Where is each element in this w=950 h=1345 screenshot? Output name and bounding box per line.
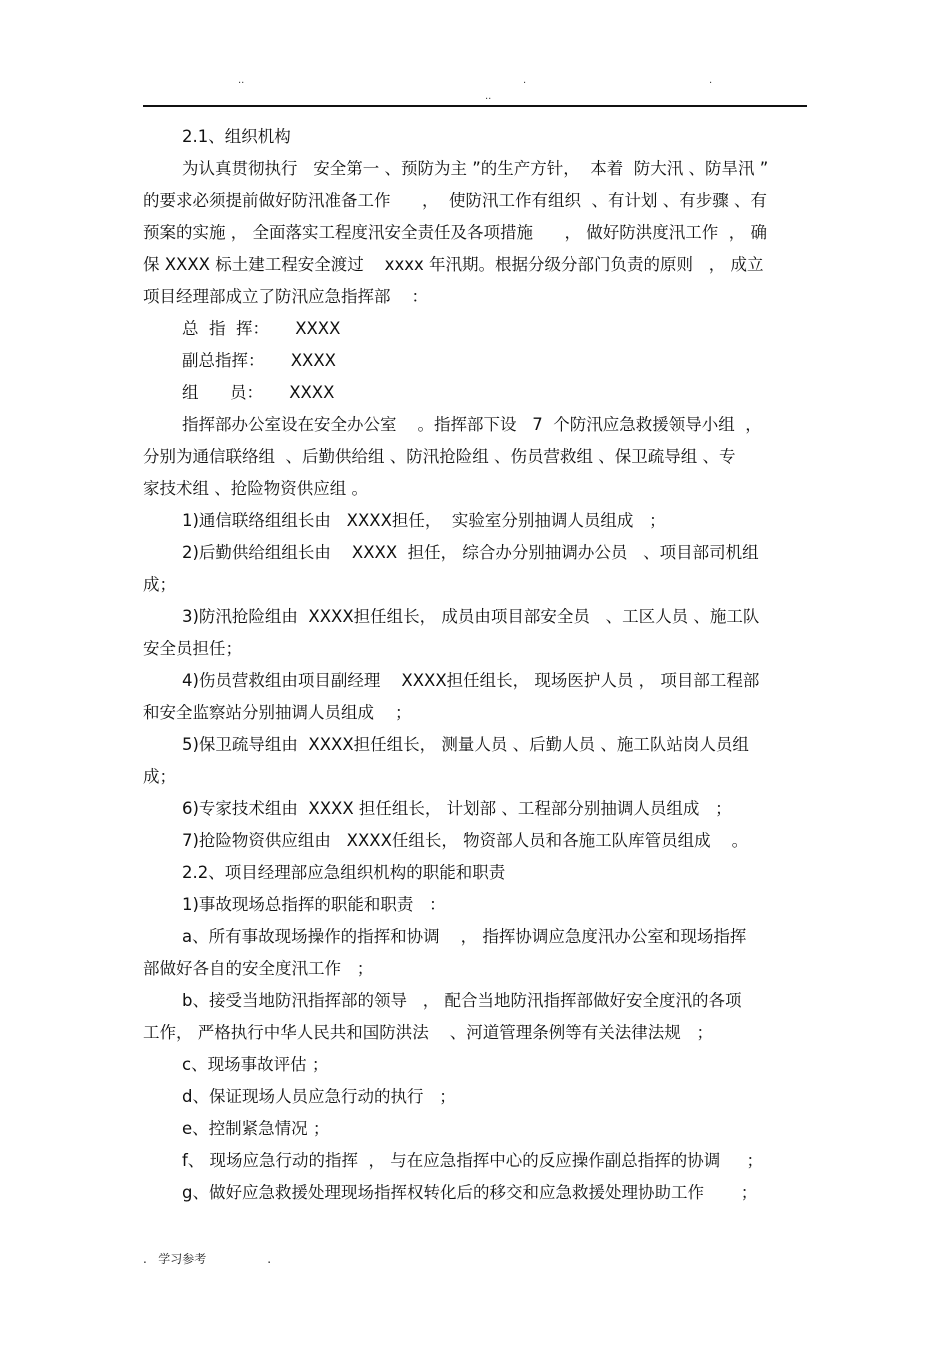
paragraph-line: f、 现场应急行动的指挥 ， 与在应急指挥中心的反应操作副总指挥的协调 ； — [182, 1151, 764, 1170]
paragraph-line: 项目经理部成立了防汛应急指挥部 ： — [143, 287, 428, 306]
paragraph-line: 总 指 挥： XXXX — [182, 319, 341, 338]
paragraph-line: b、接受当地防汛指挥部的领导 ， 配合当地防汛指挥部做好安全度汛的各项 — [182, 991, 742, 1010]
paragraph-line: 2)后勤供给组组长由 XXXX 担任， 综合办分别抽调办公员 、项目部司机组 — [182, 543, 759, 562]
paragraph-line: 1)通信联络组组长由 XXXX担任， 实验室分别抽调人员组成 ； — [182, 511, 666, 530]
paragraph-line: 安全员担任； — [143, 639, 242, 658]
paragraph-line: g、做好应急救援处理现场指挥权转化后的移交和应急救援处理协助工作 ； — [182, 1183, 758, 1202]
paragraph-line: 1)事故现场总指挥的职能和职责 ： — [182, 895, 446, 914]
paragraph-line: 2.1、组织机构 — [182, 127, 291, 146]
paragraph-line: 保 XXXX 标土建工程安全渡过 xxxx 年汛期。根据分级分部门负责的原则 ， 成立 — [143, 255, 764, 274]
header-rule — [143, 105, 807, 107]
paragraph-line: 家技术组 、抢险物资供应组 。 — [143, 479, 368, 498]
header-mark: .. — [485, 91, 492, 102]
paragraph-line: 工作， 严格执行中华人民共和国防洪法 、河道管理条例等有关法律法规 ； — [143, 1023, 713, 1042]
paragraph-line: 部做好各自的安全度汛工作 ； — [143, 959, 374, 978]
paragraph-line: 7)抢险物资供应组由 XXXX任组长， 物资部人员和各施工队库管员组成 。 — [182, 831, 749, 850]
page-footer: . 学习参考 . — [143, 1252, 272, 1266]
paragraph-line: 指挥部办公室设在安全办公室 。指挥部下设 7 个防汛应急救援领导小组 ， — [182, 415, 762, 434]
paragraph-line: 2.2、项目经理部应急组织机构的职能和职责 — [182, 863, 506, 882]
header-mark: .. — [238, 75, 245, 86]
paragraph-line: 4)伤员营救组由项目副经理 XXXX担任组长， 现场医护人员 ， 项目部工程部 — [182, 671, 760, 690]
paragraph-line: 3)防汛抢险组由 XXXX担任组长， 成员由项目部安全员 、工区人员 、施工队 — [182, 607, 760, 626]
paragraph-line: 的要求必须提前做好防汛准备工作 ， 使防汛工作有组织 、有计划 、有步骤 、有 — [143, 191, 767, 210]
header-mark: . — [523, 75, 527, 86]
paragraph-line: a、所有事故现场操作的指挥和协调 ， 指挥协调应急度汛办公室和现场指挥 — [182, 927, 747, 946]
paragraph-line: e、控制紧急情况 ； — [182, 1119, 330, 1138]
paragraph-line: 成； — [143, 575, 176, 594]
paragraph-line: 组 员： XXXX — [182, 383, 335, 402]
paragraph-line: 和安全监察站分别抽调人员组成 ； — [143, 703, 412, 722]
paragraph-line: c、现场事故评估 ； — [182, 1055, 329, 1074]
paragraph-line: 5)保卫疏导组由 XXXX担任组长， 测量人员 、后勤人员 、施工队站岗人员组 — [182, 735, 749, 754]
paragraph-line: 分别为通信联络组 、后勤供给组 、防汛抢险组 、伤员营救组 、保卫疏导组 、专 — [143, 447, 736, 466]
paragraph-line: 为认真贯彻执行 安全第一 、预防为主 ”的生产方针， 本着 防大汛 、防旱汛 ” — [182, 159, 769, 178]
document-body — [143, 121, 807, 1209]
paragraph-line: 副总指挥： XXXX — [182, 351, 336, 370]
paragraph-line: 预案的实施 ， 全面落实工程度汛安全责任及各项措施 ， 做好防洪度汛工作 ， 确 — [143, 223, 767, 242]
paragraph-line: 6)专家技术组由 XXXX 担任组长， 计划部 、工程部分别抽调人员组成 ； — [182, 799, 732, 818]
header-mark: . — [709, 75, 713, 86]
paragraph-line: 成； — [143, 767, 176, 786]
paragraph-line: d、保证现场人员应急行动的执行 ； — [182, 1087, 456, 1106]
